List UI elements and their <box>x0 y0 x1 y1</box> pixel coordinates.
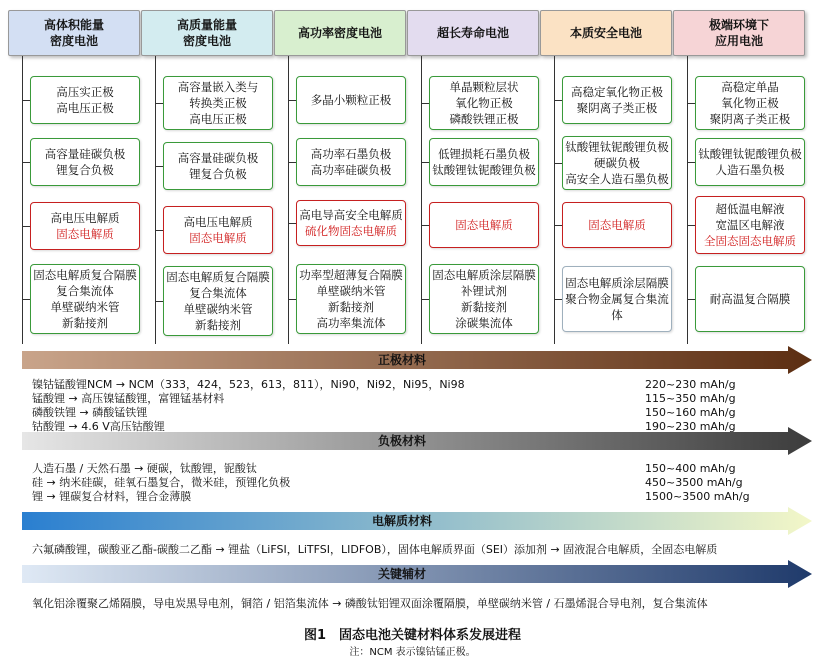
column-header-line: 密度电池 <box>49 34 98 48</box>
battery-column <box>18 10 140 330</box>
material-box-line: 固态电解质复合隔膜 <box>166 270 270 284</box>
capacity-value: 450~3500 mAh/g <box>645 476 743 489</box>
material-box <box>163 142 273 190</box>
material-box-line: 高容量嵌入类与 <box>177 80 259 94</box>
material-box-line: 固态电解质涂层隔膜 <box>432 268 536 282</box>
material-row-text: 氧化铝涂覆聚乙烯隔膜，导电炭黑导电剂，铜箔 / 铝箔集流体 → 磷酸钛铝锂双面涂覆隔膜，单壁碳纳米管 / 石墨烯混合导电剂，复合集流体 <box>32 597 708 610</box>
material-box-line: 低锂损耗石墨负极 <box>438 147 530 161</box>
material-box-line: 钛酸锂钛铌酸锂负极 <box>698 147 802 161</box>
column-header-line: 极端环境下 <box>708 18 769 32</box>
material-row-text: 镍钴锰酸锂NCM → NCM（333，424，523，613，811），Ni90，Ni92，Ni95，Ni98 <box>32 378 465 391</box>
section-arrow-band <box>22 560 812 588</box>
material-box-line: 聚合物金属复合集流体 <box>565 292 669 322</box>
material-box-line: 硬碳负极 <box>594 156 640 170</box>
material-box-line: 钛酸锂钛铌酸锂负极 <box>565 140 669 154</box>
column-header <box>8 10 140 56</box>
material-box-line: 复合集流体 <box>56 284 114 298</box>
column-header-line: 高质量能量 <box>176 18 237 32</box>
column-header <box>673 10 805 56</box>
connector-tick <box>288 100 296 101</box>
material-box-line: 高容量硅碳负极 <box>44 147 126 161</box>
material-box-line: 涂碳集流体 <box>455 316 513 330</box>
battery-column <box>151 10 273 332</box>
section-title: 正极材料 <box>377 353 426 367</box>
material-box-line: 固态电解质 <box>56 227 114 241</box>
connector-tick <box>155 230 163 231</box>
section-arrow-band <box>22 427 812 455</box>
material-box <box>30 138 140 186</box>
material-box-line: 全固态固态电解质 <box>704 234 796 248</box>
material-box-line: 高压实正极 <box>56 85 114 99</box>
material-box-line: 功率型超薄复合隔膜 <box>299 268 403 282</box>
material-box <box>30 76 140 124</box>
material-box-line: 复合集流体 <box>189 286 247 300</box>
material-box-line: 单壁碳纳米管 <box>50 300 120 314</box>
column-header-line: 高体积能量 <box>43 18 104 32</box>
connector-tick <box>288 223 296 224</box>
connector-tick <box>421 162 429 163</box>
material-row-text: 六氟磷酸锂，碳酸亚乙酯-碳酸二乙酯 → 锂盐（LiFSI，LiTFSI，LIDFOB），固体电解质界面（SEI）添加剂 → 固液混合电解质，全固态电解质 <box>32 543 718 556</box>
material-box <box>562 202 672 248</box>
material-box <box>695 196 805 254</box>
connector-tick <box>554 100 562 101</box>
material-box-line: 硫化物固态电解质 <box>305 224 397 238</box>
capacity-value: 150~160 mAh/g <box>645 406 736 419</box>
material-box-line: 耐高温复合隔膜 <box>709 292 791 306</box>
material-box-line: 固态电解质复合隔膜 <box>33 268 137 282</box>
material-box-line: 氧化物正极 <box>721 96 779 110</box>
material-row-text: 磷酸铁锂 → 磷酸锰铁锂 <box>32 406 148 419</box>
material-box-line: 转换类正极 <box>189 96 247 110</box>
connector-tick <box>288 299 296 300</box>
material-box <box>163 206 273 254</box>
material-box-line: 高功率硅碳负极 <box>310 163 392 177</box>
material-box-line: 单晶颗粒层状 <box>449 80 519 94</box>
connector-tick <box>288 162 296 163</box>
material-box-line: 氧化物正极 <box>455 96 513 110</box>
material-box-line: 固态电解质涂层隔膜 <box>565 276 669 290</box>
material-box-line: 新黏接剂 <box>195 318 241 332</box>
battery-column <box>683 10 805 306</box>
material-box-line: 超低温电解液 <box>715 202 785 216</box>
connector-tick <box>554 299 562 300</box>
column-header-line: 超长寿命电池 <box>436 26 509 40</box>
capacity-value: 220~230 mAh/g <box>645 378 736 391</box>
material-box-line: 固态电解质 <box>455 218 513 232</box>
connector-tick <box>687 103 695 104</box>
material-box <box>695 138 805 186</box>
material-box-line: 补锂试剂 <box>461 284 507 298</box>
material-box <box>163 266 273 336</box>
battery-column <box>550 10 672 322</box>
material-box-line: 高电压电解质 <box>50 211 120 225</box>
material-row-text: 硅 → 纳米硅碳，硅氧石墨复合，微米硅，预锂化负极 <box>32 476 291 489</box>
connector-tick <box>155 301 163 302</box>
capacity-value: 1500~3500 mAh/g <box>645 490 750 503</box>
connector-tick <box>421 103 429 104</box>
column-header <box>407 10 539 56</box>
section-title: 关键辅材 <box>377 567 426 581</box>
material-box <box>30 264 140 334</box>
material-box-line: 宽温区电解液 <box>715 218 785 232</box>
column-header-line: 密度电池 <box>182 34 231 48</box>
connector-tick <box>22 226 30 227</box>
capacity-value: 115~350 mAh/g <box>645 392 736 405</box>
connector-tick <box>687 299 695 300</box>
material-box-line: 高电压正极 <box>56 101 114 115</box>
section-arrow-band <box>22 507 812 535</box>
section-title: 负极材料 <box>377 434 426 448</box>
material-row-text: 锂 → 锂碳复合材料，锂合金薄膜 <box>32 490 192 503</box>
column-header <box>141 10 273 56</box>
material-box <box>429 138 539 186</box>
material-box-line: 高电压正极 <box>189 112 247 126</box>
material-box <box>695 266 805 332</box>
connector-line <box>687 56 688 344</box>
material-box <box>163 76 273 130</box>
connector-tick <box>22 162 30 163</box>
capacity-value: 190~230 mAh/g <box>645 420 736 433</box>
material-box <box>562 76 672 124</box>
connector-tick <box>155 103 163 104</box>
material-box <box>30 202 140 250</box>
connector-tick <box>421 299 429 300</box>
material-box <box>429 264 539 334</box>
material-box-line: 多晶小颗粒正极 <box>310 93 392 107</box>
material-box-line: 固态电解质 <box>588 218 646 232</box>
figure-note: 注：NCM 表示镍钴锰正极。 <box>349 647 476 658</box>
material-box <box>296 200 406 246</box>
material-box <box>429 202 539 248</box>
material-box <box>296 138 406 186</box>
material-box <box>429 76 539 130</box>
material-box-line: 单壁碳纳米管 <box>316 284 386 298</box>
connector-tick <box>22 299 30 300</box>
battery-column <box>284 10 406 330</box>
material-box-line: 高稳定单晶 <box>721 80 779 94</box>
material-box <box>296 76 406 124</box>
material-box-line: 高功率集流体 <box>316 316 386 330</box>
material-row-text: 人造石墨 / 天然石墨 → 硬碳，钛酸锂，铌酸钛 <box>32 462 257 475</box>
material-box-line: 聚阴离子类正极 <box>576 101 658 115</box>
connector-tick <box>22 100 30 101</box>
capacity-value: 150~400 mAh/g <box>645 462 736 475</box>
material-row-text: 钴酸锂 → 4.6 V高压钴酸锂 <box>32 420 165 433</box>
material-box-line: 新黏接剂 <box>328 300 374 314</box>
material-box-line: 人造石墨负极 <box>715 163 785 177</box>
material-box <box>562 136 672 190</box>
figure-caption: 图1 固态电池关键材料体系发展进程 <box>303 628 522 643</box>
connector-tick <box>554 163 562 164</box>
connector-line <box>421 56 422 344</box>
material-box-line: 高容量硅碳负极 <box>177 151 259 165</box>
material-row-text: 锰酸锂 → 高压镍锰酸锂，富锂锰基材料 <box>32 392 225 405</box>
connector-tick <box>554 225 562 226</box>
material-box-line: 锂复合负极 <box>56 163 114 177</box>
material-box-line: 钛酸锂钛铌酸锂负极 <box>432 163 536 177</box>
material-box-line: 高电导高安全电解质 <box>299 208 403 222</box>
connector-tick <box>155 166 163 167</box>
material-box-line: 单壁碳纳米管 <box>183 302 253 316</box>
column-header-line: 应用电池 <box>714 34 763 48</box>
material-box-line: 高功率石墨负极 <box>310 147 392 161</box>
material-box <box>562 266 672 332</box>
material-box-line: 高稳定氧化物正极 <box>571 85 663 99</box>
connector-tick <box>687 162 695 163</box>
battery-column <box>417 10 539 330</box>
material-box-line: 高安全人造石墨负极 <box>565 172 669 186</box>
material-box-line: 锂复合负极 <box>189 167 247 181</box>
column-header <box>274 10 406 56</box>
column-header-line: 高功率密度电池 <box>297 26 382 40</box>
column-header <box>540 10 672 56</box>
material-box-line: 固态电解质 <box>189 231 247 245</box>
section-title: 电解质材料 <box>371 514 432 528</box>
connector-tick <box>687 225 695 226</box>
material-box-line: 新黏接剂 <box>461 300 507 314</box>
material-box <box>296 264 406 334</box>
column-header-line: 本质安全电池 <box>569 26 642 40</box>
material-box-line: 聚阴离子类正极 <box>709 112 791 126</box>
material-box-line: 磷酸铁锂正极 <box>449 112 519 126</box>
section-arrow-band <box>22 346 812 374</box>
material-box-line: 新黏接剂 <box>62 316 108 330</box>
connector-tick <box>421 225 429 226</box>
material-box <box>695 76 805 130</box>
material-box-line: 高电压电解质 <box>183 215 253 229</box>
